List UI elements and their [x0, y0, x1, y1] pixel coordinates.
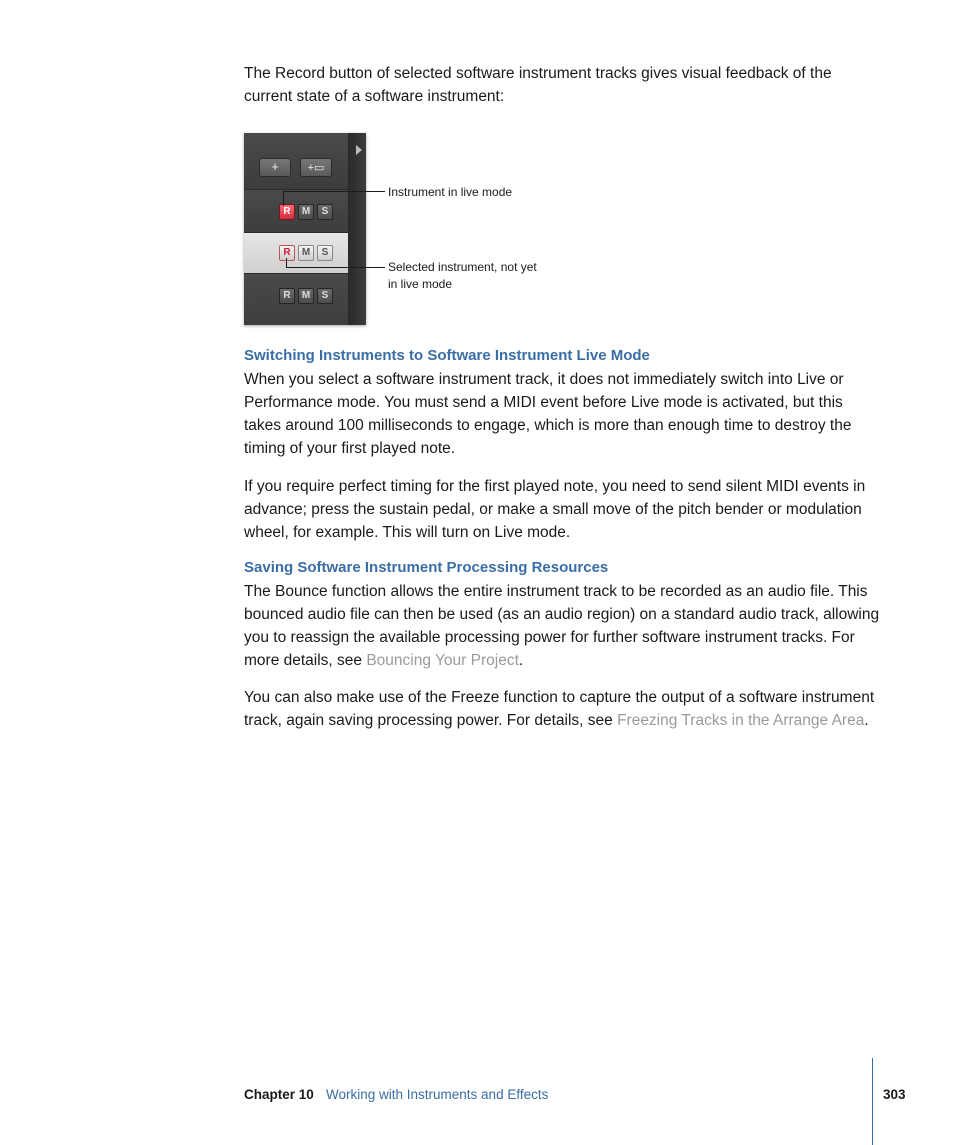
page-number: 303 [883, 1087, 906, 1102]
paragraph [244, 580, 884, 672]
record-button: R [279, 288, 295, 304]
track-row-live [244, 189, 348, 232]
plus-icon: + [271, 159, 279, 174]
paragraph [244, 686, 884, 732]
footer-divider [872, 1058, 873, 1145]
plus-folder-icon: +▭ [307, 162, 325, 174]
section-heading-processing-resources: Saving Software Instrument Processing Resources [244, 559, 609, 576]
callout-live-label: Instrument in live mode [388, 185, 513, 199]
bouncing-your-project-link[interactable]: Bouncing Your Project [366, 652, 519, 669]
paragraph-text: The Bounce function allows the entire instrument track to be recorded as an audio file. This bounced audio file can then be used (as an audio region) on a standard audio track, allowing you to reassign the available processing power for further software instrument tracks. For more details, see [244, 583, 880, 669]
record-button-live: R [279, 204, 295, 220]
mute-button: M [298, 245, 314, 261]
triangle-right-icon [356, 145, 362, 155]
paragraph: If you require perfect timing for the first played note, you need to send silent MIDI events in advance; press the sustain pedal, or make a small move of the pitch bender or modulation wheel, for example. This will turn on Live mode. [244, 478, 866, 541]
intro-text: The Record button of selected software instrument tracks gives visual feedback of the current state of a software instrument: [244, 65, 832, 105]
mute-button: M [298, 288, 314, 304]
callout-live-line [283, 191, 385, 192]
freezing-tracks-link[interactable]: Freezing Tracks in the Arrange Area [617, 712, 865, 729]
paragraph-text: . [864, 712, 869, 729]
record-button-selected: R [279, 245, 295, 261]
callout-live-tick [283, 191, 284, 206]
intro-paragraph [244, 62, 884, 108]
solo-button: S [317, 288, 333, 304]
paragraph: When you select a software instrument track, it does not immediately switch into Live or Performance mode. You must send a MIDI event before Live mode is activated, but this takes around 100 milliseconds to engage, which is more than enough time to destroy the timing of your first played note. [244, 371, 852, 457]
mute-button: M [298, 204, 314, 220]
track-row-normal [244, 273, 348, 325]
paragraph-text: You can also make use of the Freeze function to capture the output of a software instrument track, again saving processing power. For details, see [244, 689, 875, 729]
solo-button: S [317, 245, 333, 261]
figure-scroll-strip [347, 133, 366, 325]
add-track-button [259, 158, 291, 177]
section-processing-body [244, 580, 884, 732]
section-live-mode-body [244, 368, 884, 544]
callout-selected-label: Selected instrument, not yet in live mode [388, 260, 537, 291]
track-buttons-figure [244, 133, 366, 325]
section-heading-live-mode: Switching Instruments to Software Instrument Live Mode [244, 347, 650, 364]
solo-button: S [317, 204, 333, 220]
add-track-folder-button [300, 158, 332, 177]
figure-toolbar-row [244, 133, 348, 188]
footer-chapter: Chapter 10 [244, 1087, 314, 1102]
callout-selected-line [286, 267, 385, 268]
paragraph-text: . [518, 652, 524, 669]
footer-chapter-title: Working with Instruments and Effects [326, 1087, 549, 1102]
